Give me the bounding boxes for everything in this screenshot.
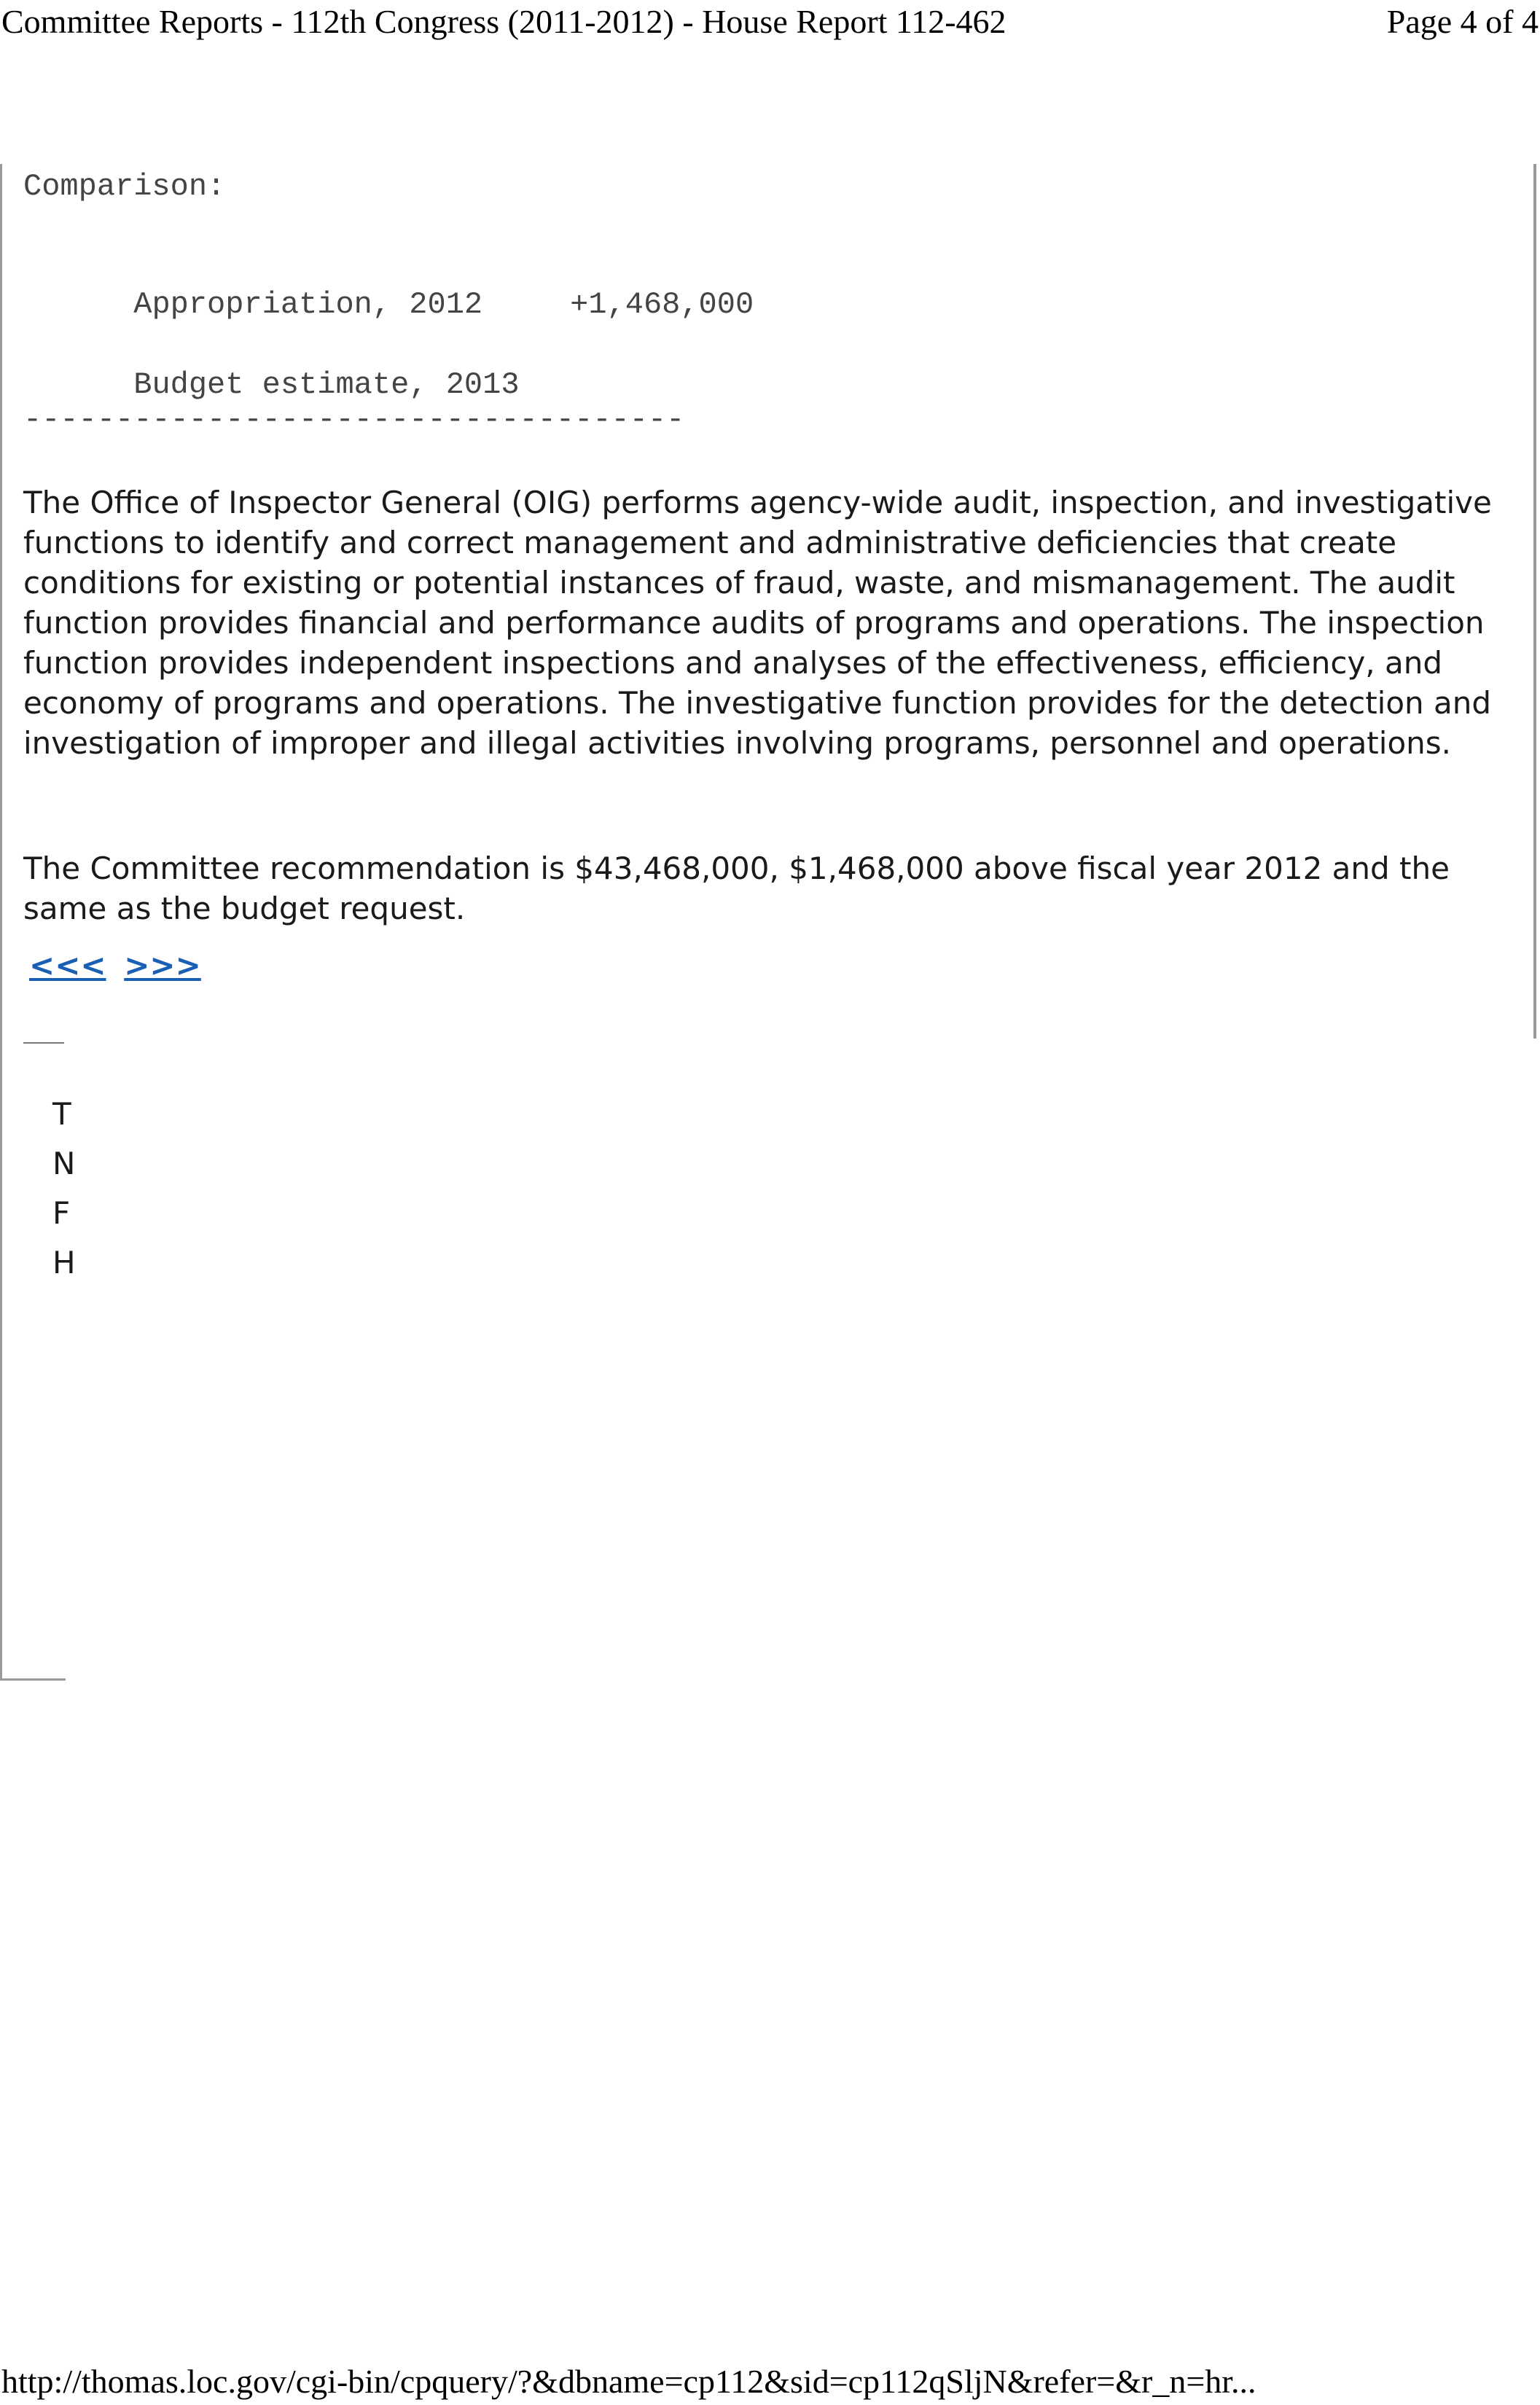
committee-recommendation-paragraph: The Committee recommendation is $43,468,000, $1,468,000 above fiscal year 2012 and the same as the budget request. [23,850,1450,926]
frame-scrollbar-edge[interactable] [1533,164,1536,1039]
report-navigation [29,947,208,983]
table-rule: ------------------------------------ [23,402,685,437]
previous-section-link[interactable]: <<< [29,947,106,983]
clipped-footer-line: T [52,1096,71,1132]
print-footer-url: http://thomas.loc.gov/cgi-bin/cpquery/?&dbname=cp112&sid=cp112qSljN&refer=&r_n=hr... [1,2363,1256,2400]
comparison-row-value: +1,468,000 [570,287,754,322]
print-page-indicator: Page 4 of 4 [1386,3,1539,40]
frame-left-border [0,164,2,1680]
frame-bottom-border [0,1678,66,1681]
comparison-label: Comparison: [23,169,226,204]
clipped-footer-text [52,1093,76,1291]
print-header-title: Committee Reports - 112th Congress (2011-2012) - House Report 112-462 [1,3,1007,40]
footer-divider [23,1042,64,1044]
clipped-footer-line: F [52,1195,71,1231]
comparison-row-label: Appropriation, 2012 [96,287,483,322]
oig-description-paragraph: The Office of Inspector General (OIG) performs agency-wide audit, inspection, and investigative functions to identify and correct management and administrative deficiencies that create conditions for existing or potential instances of fraud, waste, and mismanagement. The audit function provides financial and performance audits of programs and operations. The inspection function provides independent inspections and analyses of the effectiveness, efficiency, and economy of programs and operations. The investigative function provides for the detection and investigation of improper and illegal activities involving programs, personnel and operations. [23,485,1492,761]
next-section-link[interactable]: >>> [124,947,201,983]
clipped-footer-line: H [52,1245,76,1280]
comparison-row-label: Budget estimate, 2013 [96,367,520,402]
clipped-footer-line: N [52,1146,76,1181]
